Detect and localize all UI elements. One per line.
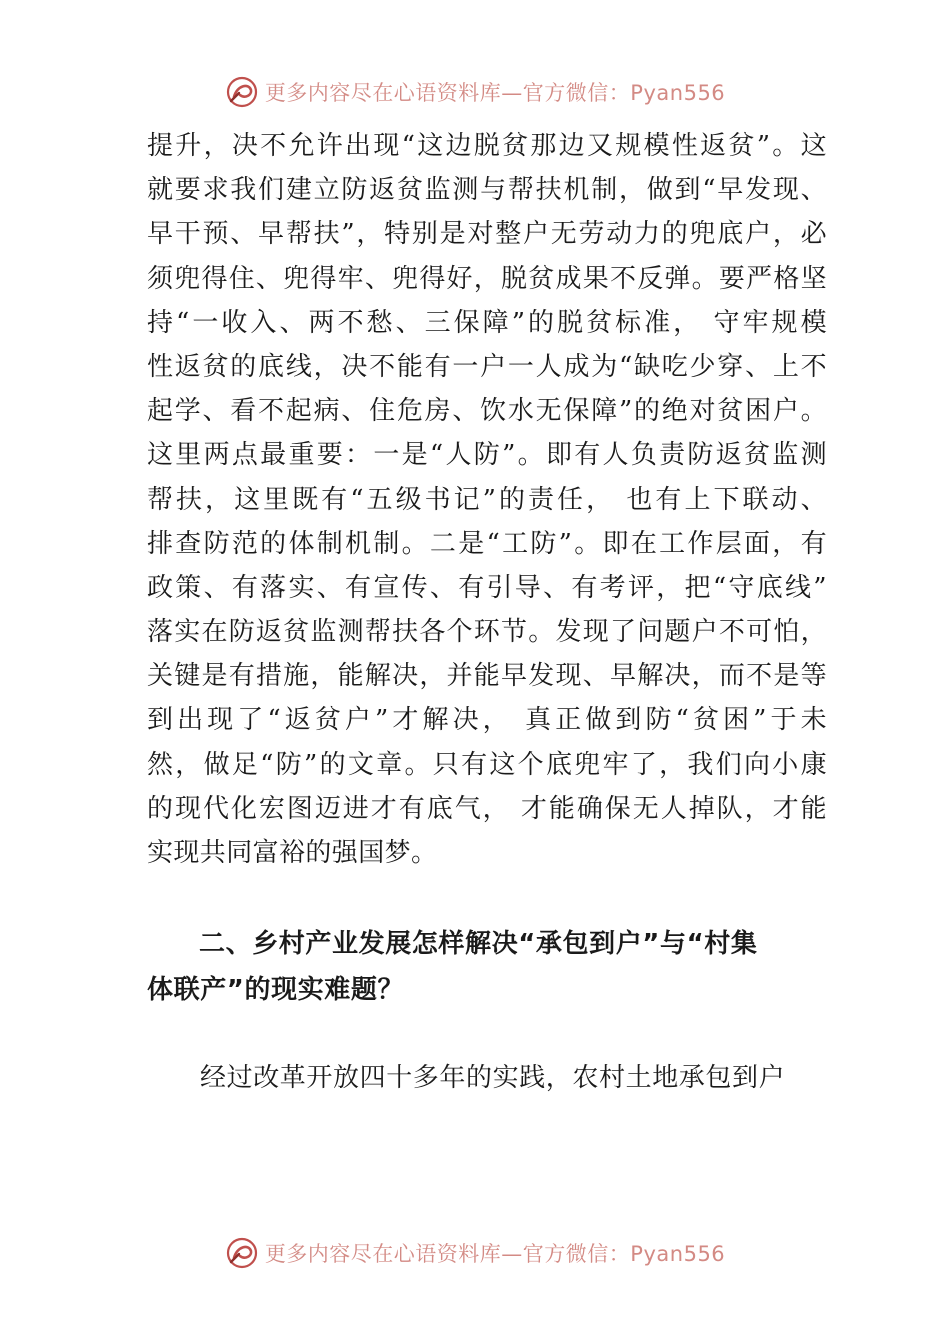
body-line: 就要求我们建立防返贫监测与帮扶机制，做到“早发现、 xyxy=(147,175,827,206)
watermark-text: 更多内容尽在心语资料库—官方微信：Pyan556 xyxy=(264,1242,726,1266)
body-line: 政策、有落实、有宣传、有引导、有考评，把“守底线” xyxy=(147,572,827,603)
section-heading-line-1: 二、乡村产业发展怎样解决“承包到户”与“村集 xyxy=(199,929,758,959)
body-line: 落实在防返贫监测帮扶各个环节。发现了问题户不可怕， xyxy=(147,617,827,648)
body-text xyxy=(147,124,827,875)
body-line: 起学、看不起病、住危房、饮水无保障”的绝对贫困户。 xyxy=(147,396,827,427)
body-line: 关键是有措施，能解决，并能早发现、早解决，而不是等 xyxy=(147,661,827,692)
body-line: 须兜得住、兜得牢、兜得好，脱贫成果不反弹。要严格坚 xyxy=(147,263,827,294)
body-line: 到出现了“返贫户”才解决， 真正做到防“贫困”于未 xyxy=(147,705,827,736)
body-line: 帮扶，这里既有“五级书记”的责任， 也有上下联动、 xyxy=(147,484,827,515)
body-line: 提升，决不允许出现“这边脱贫那边又规模性返贫”。这 xyxy=(147,131,827,161)
body-line: 排查防范的体制机制。二是“工防”。即在工作层面，有 xyxy=(147,528,827,559)
header-watermark xyxy=(0,72,950,112)
footer-watermark xyxy=(0,1233,950,1273)
red-swirl-logo-icon xyxy=(225,75,259,109)
body-line: 这里两点最重要：一是“人防”。即有人负责防返贫监测 xyxy=(147,440,827,471)
body-line: 持“一收入、两不愁、三保障”的脱贫标准， 守牢规模 xyxy=(147,307,827,338)
intro-paragraph: 经过改革开放四十多年的实践，农村土地承包到户 xyxy=(200,1063,786,1093)
body-line: 早干预、早帮扶”，特别是对整户无劳动力的兜底户，必 xyxy=(147,219,827,250)
body-line: 的现代化宏图迈进才有底气， 才能确保无人掉队，才能 xyxy=(147,793,827,824)
red-swirl-logo-icon xyxy=(225,1236,259,1270)
body-line: 然，做足“防”的文章。只有这个底兜牢了，我们向小康 xyxy=(147,749,827,780)
body-line: 实现共同富裕的强国梦。 xyxy=(147,838,438,868)
body-line: 性返贫的底线，决不能有一户一人成为“缺吃少穿、上不 xyxy=(147,351,827,382)
section-heading xyxy=(147,921,827,1013)
watermark-text: 更多内容尽在心语资料库—官方微信：Pyan556 xyxy=(264,81,726,105)
section-heading-line-2: 体联产”的现实难题？ xyxy=(147,975,405,1005)
